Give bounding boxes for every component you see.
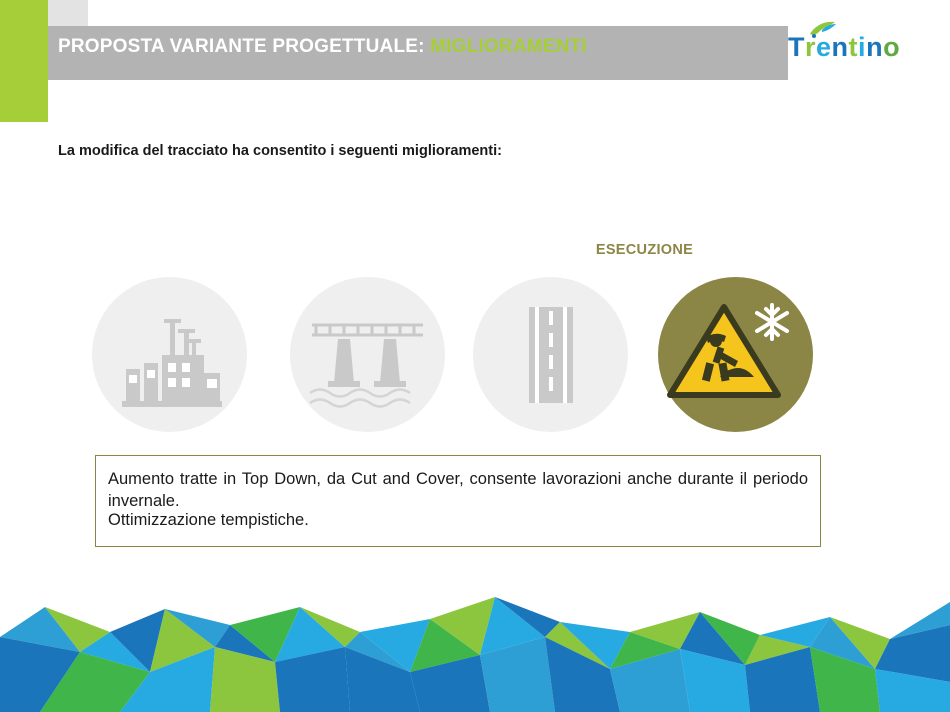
viaduct-bridge-icon xyxy=(290,277,445,432)
esecuzione-label: ESECUZIONE xyxy=(595,242,694,258)
icon-circle-industrial-plant xyxy=(92,277,247,432)
logo-wordmark: Trentino xyxy=(788,32,901,62)
roadworks-snowflake-icon xyxy=(658,277,813,432)
snowflake-icon xyxy=(757,305,787,339)
page-title-main: PROPOSTA VARIANTE PROGETTUALE: xyxy=(58,36,425,57)
icon-circle-viaduct xyxy=(290,277,445,432)
caption-line-1: Aumento tratte in Top Down, da Cut and Cover, consente lavorazioni anche durante il periodo invernale. xyxy=(108,470,808,511)
icon-row xyxy=(92,277,812,435)
icon-circle-roadworks xyxy=(658,277,813,432)
caption-box xyxy=(95,455,821,547)
grey-tab-decoration xyxy=(48,0,88,26)
trentino-logo xyxy=(788,16,928,80)
page-title xyxy=(58,36,587,58)
page-title-highlight: MIGLIORAMENTI xyxy=(430,36,587,57)
road-icon xyxy=(473,277,628,432)
icon-circle-road xyxy=(473,277,628,432)
industrial-plant-icon xyxy=(92,277,247,432)
green-accent-block xyxy=(0,0,48,122)
caption-line-2: Ottimizzazione tempistiche. xyxy=(108,511,309,529)
lead-text: La modifica del tracciato ha consentito i seguenti miglioramenti: xyxy=(58,143,502,159)
mosaic-footer-decoration xyxy=(0,577,950,712)
